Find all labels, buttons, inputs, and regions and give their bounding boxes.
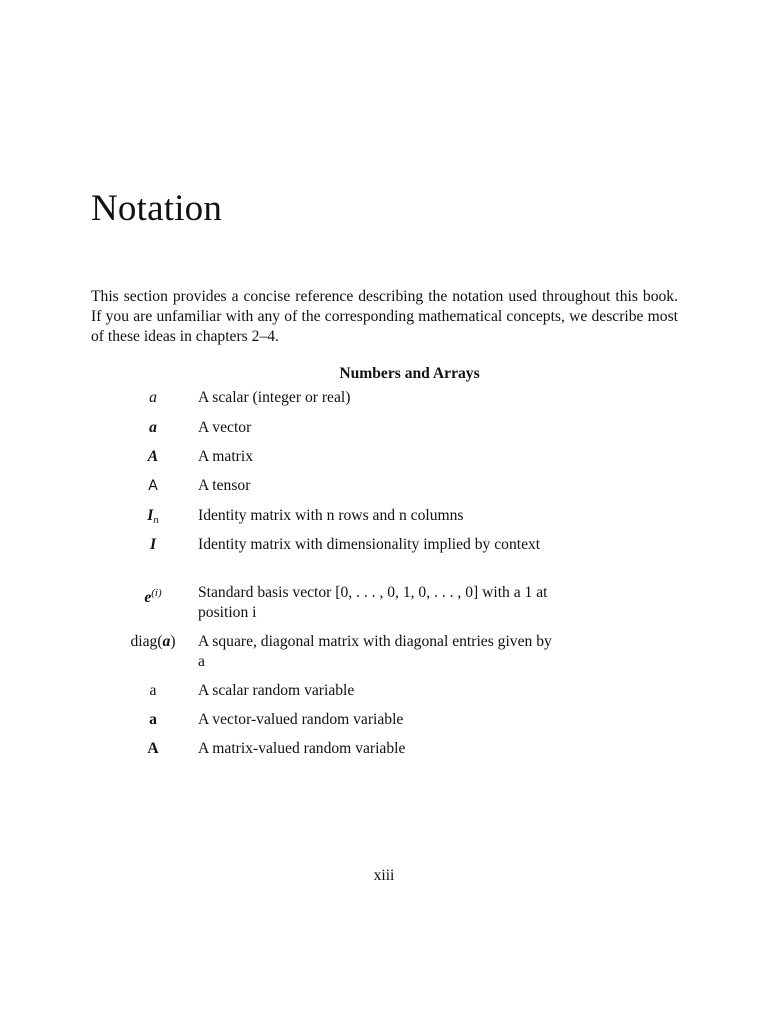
notation-description: A tensor xyxy=(198,477,251,494)
notation-symbol: $e^{(i)}$ xyxy=(144,587,162,606)
notation-symbol: a xyxy=(149,389,157,406)
notation-symbol: A xyxy=(147,448,159,465)
chapter-title: Notation xyxy=(91,188,223,229)
notation-symbol: a xyxy=(149,682,157,699)
notation-superscript: (i) xyxy=(151,587,162,599)
page-number: xiii xyxy=(373,867,395,884)
notation-description: A square, diagonal matrix with diagonal entries given by a xyxy=(198,633,552,670)
notation-description: A scalar random variable xyxy=(198,682,355,699)
notation-description: A vector-valued random variable xyxy=(198,711,404,728)
notation-description: A matrix-valued random variable xyxy=(198,740,406,757)
notation-symbol: diag(a) xyxy=(130,633,176,650)
intro-paragraph: This section provides a concise reference describing the notation used throughout this book. If you are unfamiliar with any of the corresponding mathematical concepts, we describe most of these ideas in chapters 2–4. xyxy=(91,288,678,345)
notation-description: A vector xyxy=(198,419,252,436)
notation-description: Identity matrix with dimensionality implied by context xyxy=(198,536,541,553)
notation-description: A matrix xyxy=(198,448,254,465)
notation-symbol: A xyxy=(147,740,159,757)
notation-subscript: n xyxy=(153,514,159,526)
notation-symbol: a xyxy=(149,419,157,436)
notation-description: Identity matrix with n rows and n columns xyxy=(198,507,464,524)
notation-symbol: $I_n$ xyxy=(147,507,159,526)
notation-symbol: I xyxy=(149,536,157,553)
notation-description: Standard basis vector [0, . . . , 0, 1, 0, . . . , 0] with a 1 at position i xyxy=(198,584,548,621)
notation-description: A scalar (integer or real) xyxy=(198,389,351,406)
section-heading: Numbers and Arrays xyxy=(339,365,480,382)
notation-symbol: A xyxy=(148,478,158,494)
notation-symbol: a xyxy=(149,711,157,728)
